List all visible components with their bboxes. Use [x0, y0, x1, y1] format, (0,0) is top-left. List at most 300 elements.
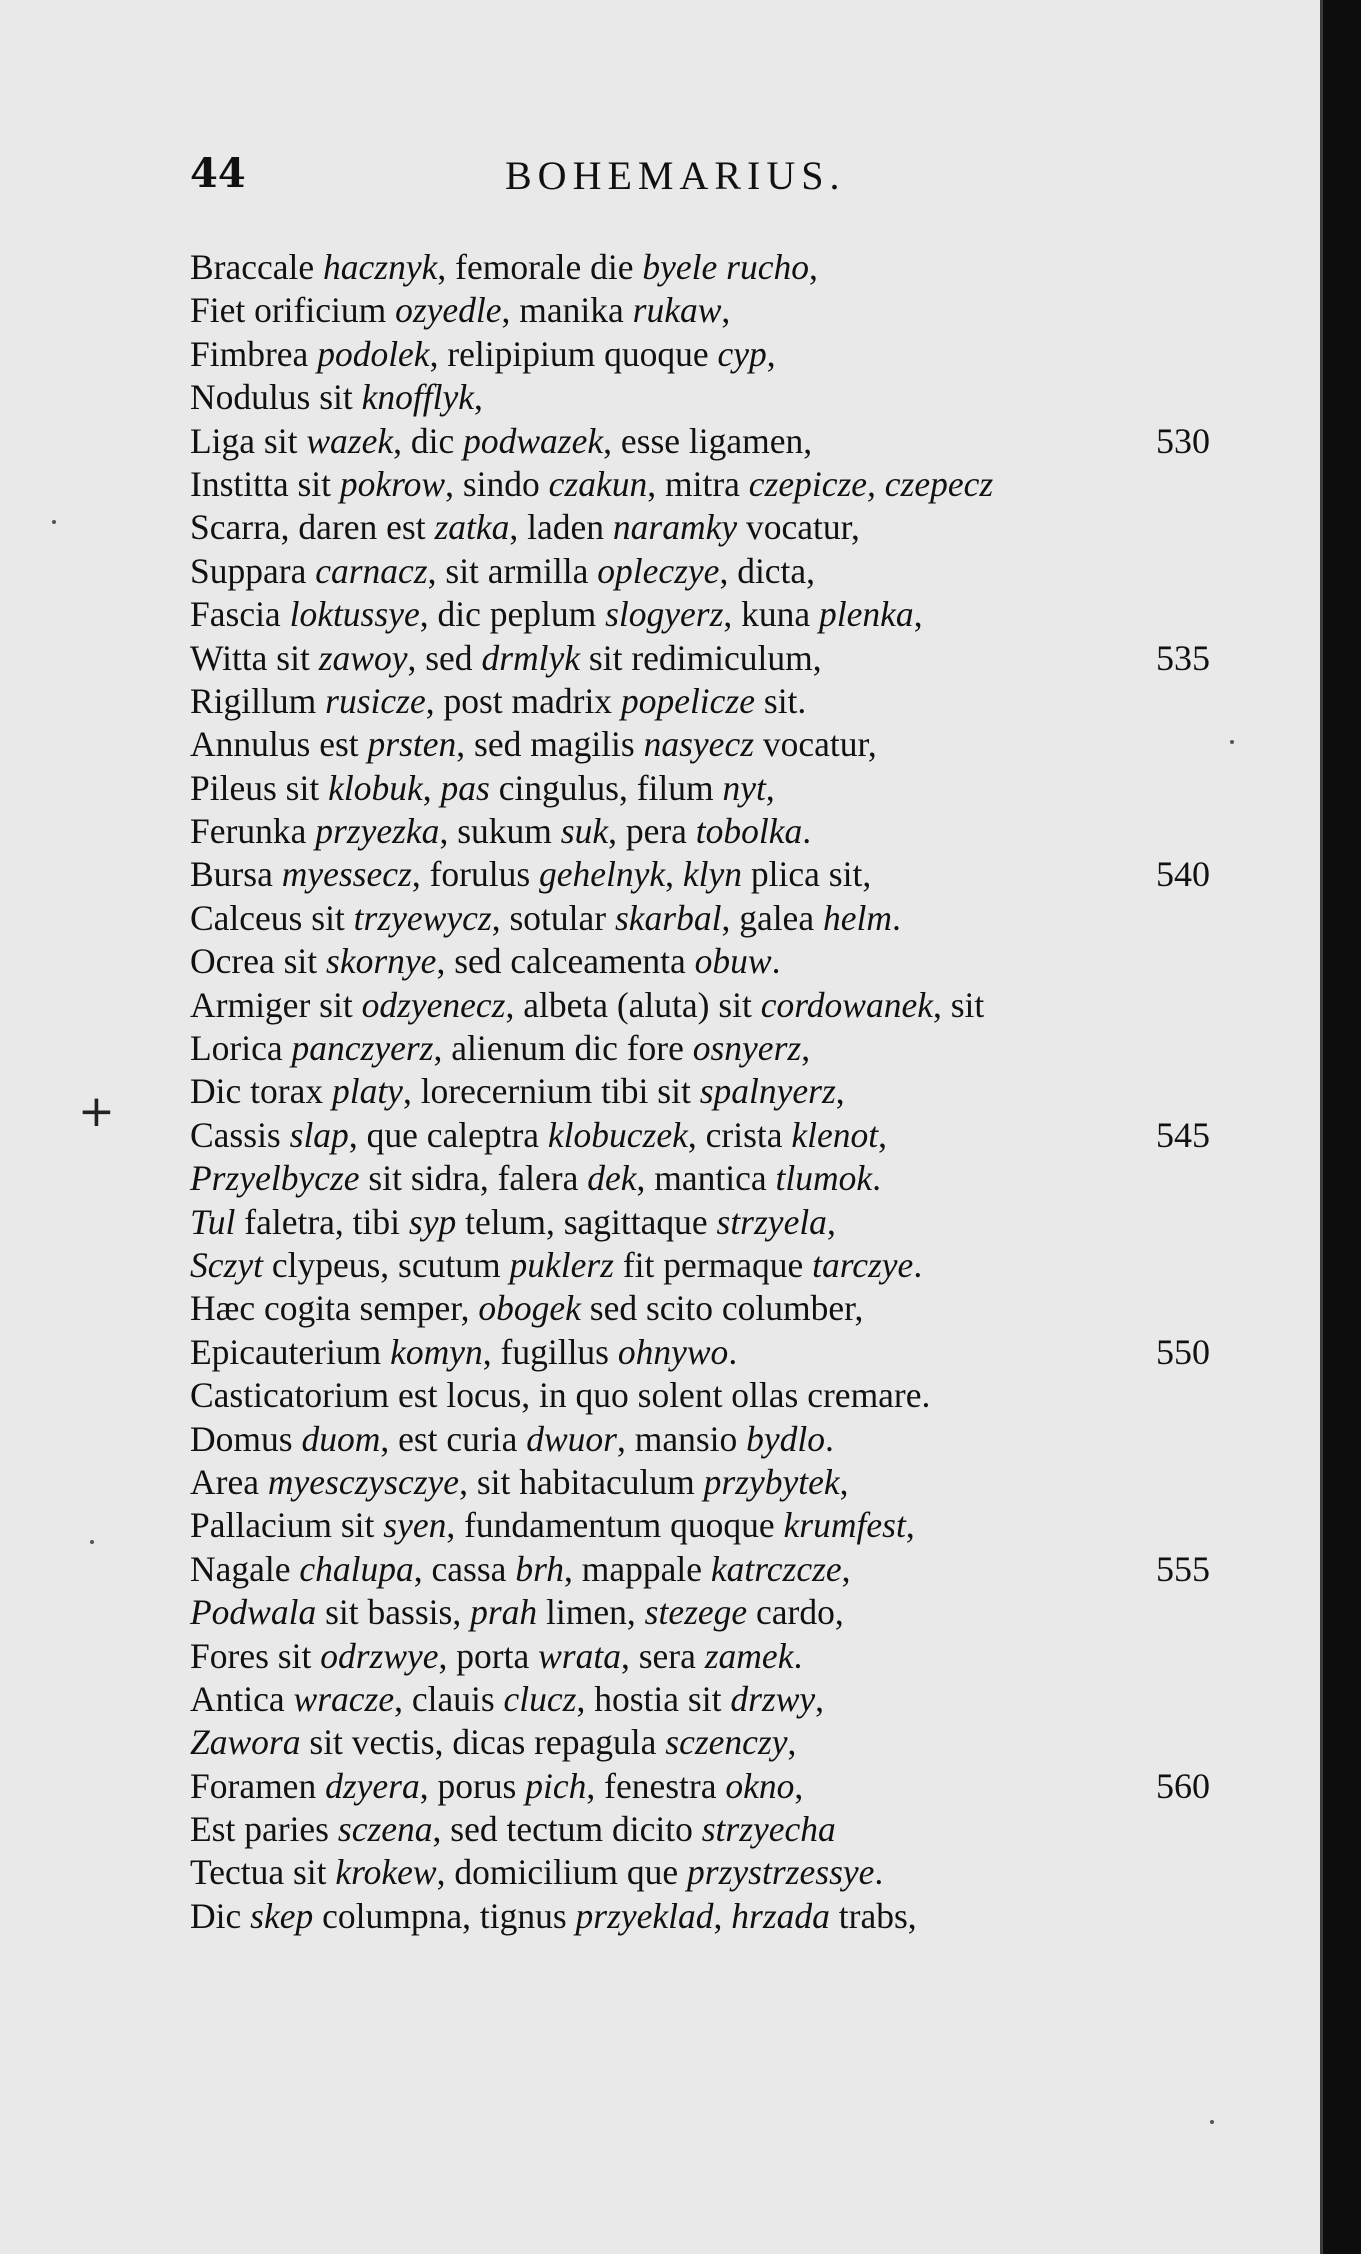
bohemian-term: stezege	[644, 1592, 748, 1633]
latin-text: , sit habitaculum	[459, 1461, 704, 1502]
verse-text	[190, 1895, 917, 1938]
latin-text: , mappale	[564, 1548, 711, 1589]
latin-text: .	[771, 941, 781, 982]
latin-text: Nodulus sit	[190, 377, 362, 418]
verse-line	[190, 1504, 1210, 1547]
bohemian-term: wrata	[538, 1635, 621, 1676]
latin-text: Pallacium sit	[190, 1505, 384, 1546]
bohemian-term: przystrzessye	[687, 1852, 875, 1893]
verse-text	[190, 1548, 851, 1591]
latin-text: Suppara	[190, 550, 316, 591]
verse-line	[190, 1157, 1210, 1200]
verse-line	[190, 333, 1210, 376]
verse-line	[190, 593, 1210, 636]
bohemian-term: zamek	[704, 1635, 794, 1676]
bohemian-term: pas	[440, 767, 490, 808]
bohemian-term: krokew	[335, 1852, 437, 1893]
latin-text: , mantica	[636, 1158, 776, 1199]
bohemian-term: tarczye	[812, 1244, 914, 1285]
bohemian-term: ozyedle	[395, 290, 502, 331]
verse-line	[190, 1418, 1210, 1461]
verse-text	[190, 1808, 836, 1851]
bohemian-term: Podwala	[190, 1592, 317, 1633]
latin-text: clypeus, scutum	[262, 1244, 510, 1285]
verse-line	[190, 506, 1210, 549]
latin-text: Domus	[190, 1418, 302, 1459]
verse-text	[190, 506, 860, 549]
bohemian-term: myessecz	[281, 854, 412, 895]
bohemian-term: byele rucho	[642, 247, 809, 287]
verse-text	[190, 1504, 915, 1547]
latin-text: Fiet orificium	[190, 290, 396, 331]
latin-text: Dic	[190, 1895, 251, 1936]
bohemian-term: dzyera	[325, 1765, 420, 1806]
latin-text: trabs,	[829, 1895, 917, 1936]
latin-text: Ferunka	[190, 811, 316, 852]
verse-text	[190, 637, 822, 680]
verse-line	[190, 1287, 1210, 1330]
verse-line	[190, 1851, 1210, 1894]
bohemian-term: zawoy	[318, 637, 408, 678]
verse-line	[190, 1070, 1210, 1113]
bohemian-term: hacznyk	[323, 247, 438, 287]
latin-text: cardo,	[747, 1592, 844, 1633]
latin-text: .	[825, 1418, 834, 1459]
latin-text: , fugillus	[482, 1331, 618, 1372]
verse-text	[190, 333, 776, 376]
latin-text: ,	[905, 1505, 915, 1546]
latin-text: , fenestra	[586, 1765, 726, 1806]
verse-line	[190, 376, 1210, 419]
latin-text: plica sit,	[742, 854, 872, 895]
bohemian-term: nasyecz	[643, 724, 755, 765]
bohemian-term: gehelnyk	[539, 854, 666, 895]
verse-text	[190, 1418, 834, 1461]
latin-text: ,	[835, 1071, 845, 1112]
verse-line	[190, 984, 1210, 1027]
latin-text: faletra, tibi	[235, 1201, 409, 1242]
latin-text: , que caleptra	[348, 1114, 548, 1155]
verse-number: 535	[1156, 637, 1210, 678]
latin-text: Pileus sit	[190, 767, 329, 808]
latin-text: sit vectis, dicas repagula	[300, 1722, 666, 1763]
verse-text	[190, 767, 775, 810]
latin-text: .	[891, 897, 901, 938]
verse-line	[190, 853, 1210, 896]
bohemian-term: obogek	[478, 1288, 581, 1329]
latin-text: ,	[808, 247, 818, 287]
latin-text: , sindo	[445, 463, 549, 504]
latin-text: Est paries	[190, 1809, 338, 1850]
verse-text	[190, 246, 818, 289]
latin-text: Institta sit	[190, 463, 340, 504]
bohemian-term: podolek	[317, 333, 430, 374]
verse-line	[190, 1765, 1210, 1808]
verse-number: 545	[1156, 1114, 1210, 1155]
bohemian-term: nyt	[722, 767, 766, 808]
latin-text: Braccale	[190, 247, 324, 287]
verse-number: 560	[1156, 1765, 1210, 1806]
verse-text-block	[190, 246, 1210, 1938]
latin-text: ,	[841, 1548, 851, 1589]
verse-line	[190, 723, 1210, 766]
verse-text	[190, 376, 483, 419]
verse-line	[190, 940, 1210, 983]
verse-line	[190, 1895, 1210, 1938]
latin-text: , alienum dic fore	[433, 1028, 693, 1069]
bohemian-term: skarbal	[614, 897, 722, 938]
verse-number: 555	[1156, 1548, 1210, 1589]
bohemian-term: plenka	[819, 594, 914, 635]
bohemian-term: przybytek	[703, 1461, 840, 1502]
bohemian-term: sczenczy	[665, 1722, 788, 1763]
bohemian-term: rukaw	[632, 290, 722, 331]
verse-number: 550	[1156, 1331, 1210, 1372]
bohemian-term: przyezka	[315, 811, 440, 852]
verse-text	[190, 940, 780, 983]
latin-text: Fascia	[190, 594, 290, 635]
bohemian-term: syen	[383, 1505, 447, 1546]
latin-text: ,	[839, 1461, 849, 1502]
verse-line	[190, 767, 1210, 810]
page-number: 44	[190, 150, 246, 197]
latin-text: Lorica	[190, 1028, 292, 1069]
verse-text	[190, 1678, 824, 1721]
latin-text: , sotular	[491, 897, 615, 938]
latin-text: Dic torax	[190, 1071, 332, 1112]
verse-text	[190, 1591, 844, 1634]
latin-text: Liga sit	[190, 420, 307, 461]
bohemian-term: tlumok	[775, 1158, 873, 1199]
bohemian-term: wazek	[306, 420, 394, 461]
verse-line	[190, 1244, 1210, 1287]
latin-text: .	[728, 1331, 738, 1372]
bohemian-term: naramky	[612, 507, 738, 548]
latin-text: ,	[665, 854, 683, 895]
bohemian-term: spalnyerz	[699, 1071, 836, 1112]
latin-text: , porus	[419, 1765, 526, 1806]
latin-text: , domicilium que	[436, 1852, 688, 1893]
bohemian-term: hrzada	[731, 1895, 830, 1936]
verse-text	[190, 1374, 930, 1417]
latin-text: Armiger sit	[190, 984, 362, 1025]
latin-text: , cassa	[413, 1548, 516, 1589]
bohemian-term: czepicze, czepecz	[748, 463, 994, 504]
bohemian-term: popelicze	[620, 680, 755, 721]
latin-text: ,	[787, 1722, 797, 1763]
bohemian-term: chalupa	[299, 1548, 414, 1589]
verse-text	[190, 420, 812, 463]
latin-text: , mansio	[616, 1418, 747, 1459]
latin-text: ,	[713, 1895, 732, 1936]
verse-text	[190, 289, 730, 332]
bohemian-term: klobuk	[328, 767, 423, 808]
bohemian-term: prah	[470, 1592, 538, 1633]
latin-text: Calceus sit	[190, 897, 354, 938]
latin-text: , sed calceamenta	[436, 941, 695, 982]
bohemian-term: suk	[560, 811, 609, 852]
latin-text: , sed magilis	[456, 724, 644, 765]
verse-text	[190, 550, 815, 593]
verse-line	[190, 1548, 1210, 1591]
verse-number: 530	[1156, 420, 1210, 461]
verse-line	[190, 680, 1210, 723]
latin-text: Rigillum	[190, 680, 326, 721]
verse-line	[190, 550, 1210, 593]
latin-text: limen,	[537, 1592, 645, 1633]
latin-text: Witta sit	[190, 637, 319, 678]
verse-text	[190, 1635, 802, 1678]
latin-text: , esse ligamen,	[603, 420, 813, 461]
latin-text: Scarra, daren est	[190, 507, 435, 548]
latin-text: , clauis	[394, 1678, 504, 1719]
verse-text	[190, 1461, 848, 1504]
latin-text: , kuna	[723, 594, 820, 635]
bohemian-term: komyn	[390, 1331, 483, 1372]
latin-text: Ocrea sit	[190, 941, 327, 982]
latin-text: , dicta,	[719, 550, 816, 591]
page-header	[190, 150, 1210, 210]
latin-text: columpna, tignus	[313, 1895, 576, 1936]
latin-text: Nagale	[190, 1548, 300, 1589]
bohemian-term: panczyerz	[291, 1028, 434, 1069]
bohemian-term: myesczysczye	[267, 1461, 460, 1502]
bohemian-term: pokrow	[339, 463, 446, 504]
bohemian-term: katrczcze	[710, 1548, 842, 1589]
verse-line	[190, 246, 1210, 289]
verse-text	[190, 1765, 803, 1808]
bohemian-term: Zawora	[190, 1722, 301, 1763]
bohemian-term: krumfest	[783, 1505, 906, 1546]
bohemian-term: odzyenecz	[361, 984, 506, 1025]
latin-text: sed scito columber,	[580, 1288, 864, 1329]
verse-line	[190, 1721, 1210, 1764]
verse-line	[190, 810, 1210, 853]
latin-text: ,	[473, 377, 483, 418]
latin-text: , sit	[932, 984, 985, 1025]
latin-text: Fores sit	[190, 1635, 321, 1676]
latin-text: telum, sagittaque	[456, 1201, 717, 1242]
bohemian-term: rusicze	[325, 680, 426, 721]
verse-text	[190, 1331, 737, 1374]
latin-text: fit permaque	[613, 1244, 813, 1285]
latin-text: , sit armilla	[427, 550, 598, 591]
latin-text: , lorecernium tibi sit	[402, 1071, 700, 1112]
bohemian-term: przyeklad	[575, 1895, 714, 1936]
latin-text: ,	[815, 1678, 825, 1719]
latin-text: sit redimiculum,	[580, 637, 822, 678]
paper-speck	[52, 520, 56, 524]
latin-text: , dic peplum	[419, 594, 606, 635]
latin-text: cingulus, filum	[489, 767, 723, 808]
bohemian-term: Przyelbycze	[190, 1158, 360, 1199]
latin-text: , galea	[721, 897, 823, 938]
latin-text: ,	[422, 767, 441, 808]
verse-number: 540	[1156, 854, 1210, 895]
latin-text: .	[793, 1635, 803, 1676]
verse-line	[190, 1678, 1210, 1721]
verse-text	[190, 897, 901, 940]
latin-text: , fundamentum quoque	[446, 1505, 784, 1546]
paper-speck	[90, 1540, 94, 1544]
latin-text: Casticatorium est locus, in quo solent ollas cremare.	[190, 1375, 931, 1416]
verse-line	[190, 1027, 1210, 1070]
latin-text: Annulus est	[190, 724, 368, 765]
latin-text: Hæc cogita semper,	[190, 1288, 479, 1329]
bohemian-term: sczena	[337, 1809, 433, 1850]
bohemian-term: klyn	[682, 854, 743, 895]
verse-text	[190, 593, 923, 636]
latin-text: , pera	[608, 811, 696, 852]
bohemian-term: obuw	[694, 941, 772, 982]
bohemian-term: skornye	[326, 941, 437, 982]
bohemian-term: czakun	[548, 463, 648, 504]
latin-text: , forulus	[411, 854, 540, 895]
latin-text: sit.	[755, 680, 807, 721]
bohemian-term: prsten	[367, 724, 457, 765]
latin-text: .	[802, 811, 812, 852]
latin-text: , porta	[438, 1635, 539, 1676]
latin-text: ,	[766, 333, 776, 374]
verse-text	[190, 1721, 796, 1764]
verse-text	[190, 1027, 810, 1070]
latin-text: , sukum	[439, 811, 561, 852]
latin-text: ,	[765, 767, 775, 808]
book-edge	[1323, 0, 1361, 2254]
latin-text: , est curia	[380, 1418, 527, 1459]
latin-text: Foramen	[190, 1765, 326, 1806]
latin-text: .	[872, 1158, 881, 1199]
verse-text	[190, 1287, 863, 1330]
bohemian-term: helm	[822, 897, 892, 938]
latin-text: vocatur,	[754, 724, 877, 765]
latin-text: ,	[801, 1028, 811, 1069]
verse-line	[190, 897, 1210, 940]
bohemian-term: cordowanek	[760, 984, 933, 1025]
bohemian-term: skep	[250, 1895, 314, 1936]
verse-text	[190, 853, 871, 896]
bohemian-term: knofflyk	[361, 377, 474, 418]
bohemian-term: Tul	[190, 1201, 236, 1242]
bohemian-term: slap	[289, 1114, 349, 1155]
bohemian-term: odrzwye	[320, 1635, 439, 1676]
latin-text: , sera	[620, 1635, 705, 1676]
latin-text: , sed tectum dicito	[432, 1809, 702, 1850]
bohemian-term: okno	[725, 1765, 795, 1806]
latin-text: Cassis	[190, 1114, 290, 1155]
latin-text: , mitra	[647, 463, 749, 504]
verse-text	[190, 1201, 836, 1244]
verse-line	[190, 420, 1210, 463]
latin-text: Epicauterium	[190, 1331, 391, 1372]
latin-text: Fimbrea	[190, 333, 318, 374]
margin-cross-mark: +	[78, 1086, 115, 1137]
latin-text: ,	[878, 1114, 888, 1155]
latin-text: ,	[721, 290, 731, 331]
bohemian-term: strzyela	[716, 1201, 827, 1242]
bohemian-term: drzwy	[730, 1678, 816, 1719]
verse-line	[190, 1591, 1210, 1634]
bohemian-term: carnacz	[315, 550, 428, 591]
latin-text: Antica	[190, 1678, 294, 1719]
bohemian-term: strzyecha	[701, 1809, 836, 1850]
bohemian-term: pich	[525, 1765, 587, 1806]
verse-text	[190, 463, 993, 506]
bohemian-term: klobuczek	[547, 1114, 688, 1155]
latin-text: ,	[826, 1201, 836, 1242]
bohemian-term: wracze	[293, 1678, 395, 1719]
latin-text: Area	[190, 1461, 268, 1502]
paper-speck	[1210, 2120, 1214, 2124]
bohemian-term: tobolka	[695, 811, 803, 852]
bohemian-term: Sczyt	[190, 1244, 263, 1285]
latin-text: sit sidra, falera	[359, 1158, 588, 1199]
bohemian-term: trzyewycz	[353, 897, 492, 938]
latin-text: , dic	[393, 420, 464, 461]
latin-text: Tectua sit	[190, 1852, 336, 1893]
latin-text: sit bassis,	[316, 1592, 471, 1633]
bohemian-term: puklerz	[509, 1244, 614, 1285]
verse-text	[190, 1851, 883, 1894]
bohemian-term: brh	[515, 1548, 564, 1589]
latin-text: , sed	[407, 637, 482, 678]
latin-text: , hostia sit	[576, 1678, 731, 1719]
latin-text: .	[913, 1244, 923, 1285]
paper-speck	[1230, 740, 1234, 744]
bohemian-term: duom	[301, 1418, 381, 1459]
bohemian-term: bydlo	[746, 1418, 826, 1459]
verse-text	[190, 810, 811, 853]
verse-line	[190, 1461, 1210, 1504]
latin-text: , relipipium quoque	[429, 333, 718, 374]
bohemian-term: slogyerz	[605, 594, 724, 635]
bohemian-term: podwazek	[463, 420, 604, 461]
verse-text	[190, 723, 877, 766]
verse-text	[190, 984, 984, 1027]
verse-text	[190, 1070, 845, 1113]
latin-text: , crista	[687, 1114, 792, 1155]
bohemian-term: cyp	[717, 333, 767, 374]
verse-text	[190, 1244, 922, 1287]
verse-line	[190, 637, 1210, 680]
bohemian-term: opleczye	[597, 550, 720, 591]
verse-line	[190, 1331, 1210, 1374]
verse-line	[190, 1635, 1210, 1678]
latin-text: vocatur,	[737, 507, 860, 548]
verse-line	[190, 1114, 1210, 1157]
bohemian-term: platy	[331, 1071, 403, 1112]
bohemian-term: syp	[408, 1201, 457, 1242]
bohemian-term: loktussye	[289, 594, 420, 635]
verse-text	[190, 680, 806, 723]
bohemian-term: ohnywo	[617, 1331, 729, 1372]
bohemian-term: osnyerz	[692, 1028, 802, 1069]
latin-text: , laden	[509, 507, 613, 548]
bohemian-term: dek	[587, 1158, 637, 1199]
latin-text: Bursa	[190, 854, 282, 895]
latin-text: , albeta (aluta) sit	[505, 984, 761, 1025]
latin-text: , post madrix	[425, 680, 621, 721]
verse-line	[190, 289, 1210, 332]
verse-line	[190, 463, 1210, 506]
bohemian-term: drmlyk	[481, 637, 581, 678]
verse-text	[190, 1114, 887, 1157]
latin-text: .	[874, 1852, 884, 1893]
verse-line	[190, 1201, 1210, 1244]
latin-text: ,	[794, 1765, 804, 1806]
bohemian-term: klenot	[791, 1114, 879, 1155]
bohemian-term: dwuor	[526, 1418, 617, 1459]
